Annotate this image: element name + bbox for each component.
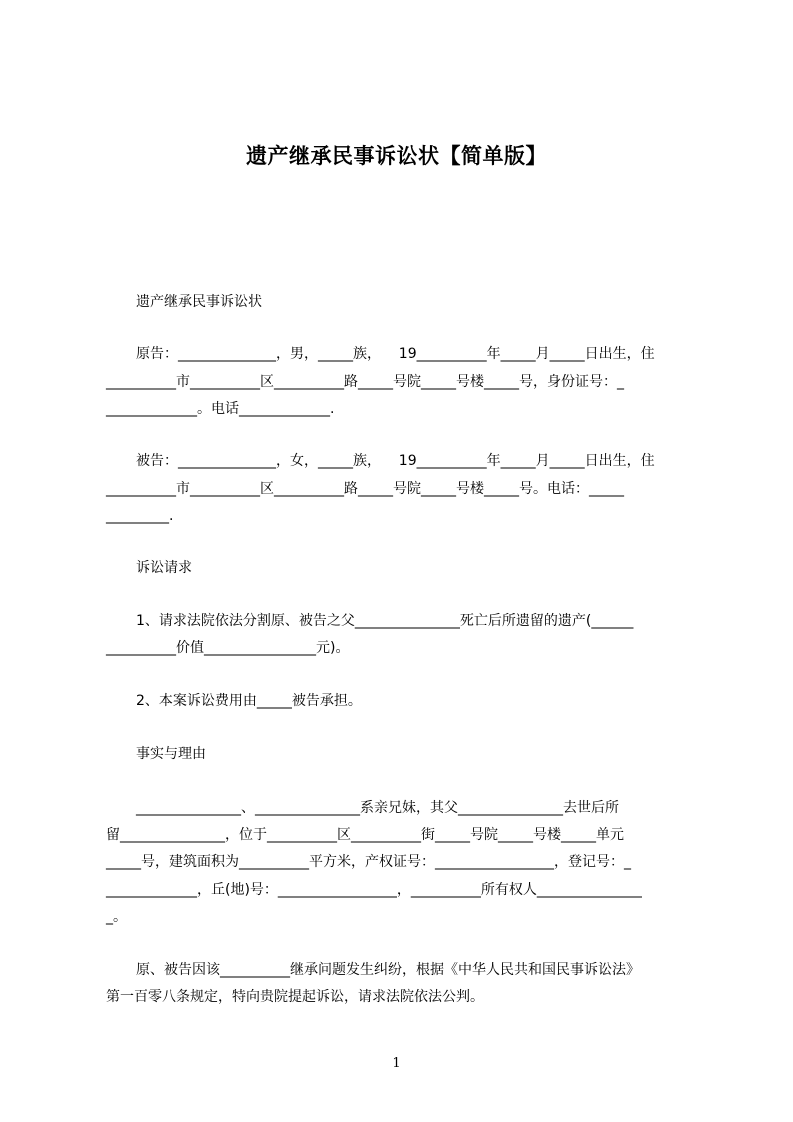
facts-line-1: _______________、_______________系亲兄妹，其父_______________去世后所	[136, 800, 619, 816]
claim-1-line-2: __________价值________________元)。	[106, 640, 350, 656]
facts-line-5: _。	[106, 909, 127, 925]
document-title: 遗产继承民事诉讼状【简单版】	[246, 144, 547, 168]
defendant-line-2: __________市__________区__________路_____号院_____号楼_____号。电话：_____	[106, 481, 624, 497]
plaintiff-line-1: 原告：______________，男，_____族， 19__________年_____月_____日出生，住	[136, 346, 655, 362]
facts-heading: 事实与理由	[136, 746, 206, 762]
claim-2: 2、本案诉讼费用由_____被告承担。	[136, 693, 362, 709]
plaintiff-line-2: __________市__________区__________路_____号院_____号楼_____号，身份证号：_	[106, 374, 624, 390]
conclusion-line-2: 第一百零八条规定，特向贵院提起诉讼，请求法院依法公判。	[106, 989, 484, 1005]
section-heading: 遗产继承民事诉讼状	[136, 294, 262, 310]
defendant-line-1: 被告：______________，女，_____族， 19__________年_____月_____日出生，住	[136, 453, 655, 469]
defendant-line-3: _________.	[106, 508, 174, 524]
facts-line-2: 留_______________，位于__________区__________街_____号院_____号楼_____单元	[106, 827, 624, 843]
claims-heading: 诉讼请求	[136, 560, 192, 576]
facts-line-4: _____________，丘(地)号：_________________，__________所有权人_______________	[106, 882, 642, 898]
conclusion-line-1: 原、被告因该__________继承问题发生纠纷，根据《中华人民共和国民事诉讼法》	[136, 962, 640, 978]
page-number: 1	[392, 1056, 401, 1071]
claim-1-line-1: 1、请求法院依法分割原、被告之父_______________死亡后所遗留的遗产(______	[136, 613, 634, 629]
plaintiff-line-3: _____________。电话_____________.	[106, 401, 335, 417]
facts-line-3: _____号，建筑面积为__________平方米，产权证号：_________________，登记号：_	[106, 854, 631, 870]
